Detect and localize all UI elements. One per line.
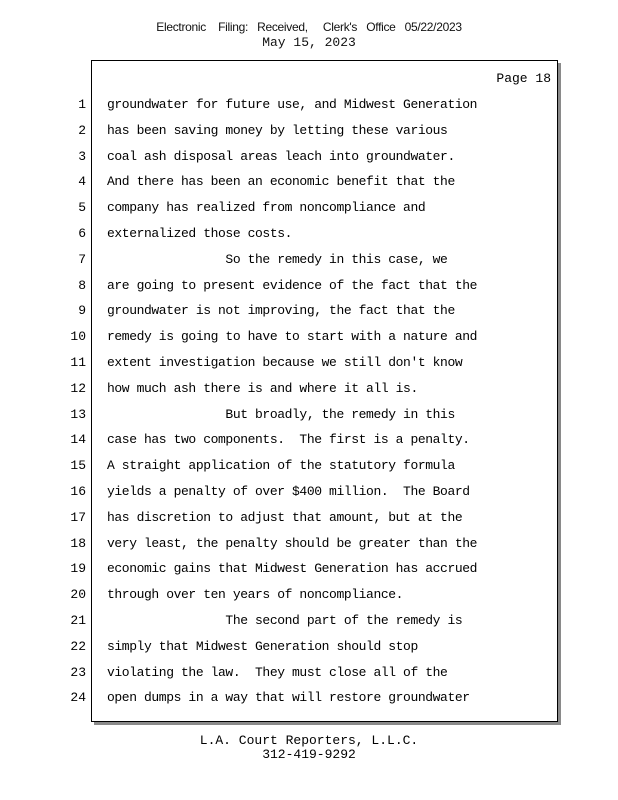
transcript-line: yields a penalty of over $400 million. The Board bbox=[107, 483, 470, 499]
transcript-line: has discretion to adjust that amount, but at the bbox=[107, 509, 463, 525]
line-number: 7 bbox=[78, 251, 86, 267]
reporter-company: L.A. Court Reporters, L.L.C. bbox=[199, 733, 419, 748]
line-number: 11 bbox=[70, 354, 86, 370]
transcript-line: externalized those costs. bbox=[107, 225, 293, 241]
line-number: 5 bbox=[78, 200, 86, 216]
line-number: 13 bbox=[70, 406, 86, 422]
line-number: 3 bbox=[78, 148, 86, 164]
transcript-line: remedy is going to have to start with a nature and bbox=[107, 329, 478, 345]
transcript-line: So the remedy in this case, we bbox=[107, 251, 448, 267]
transcript-line: But broadly, the remedy in this bbox=[107, 406, 455, 422]
transcript-line: groundwater for future use, and Midwest Generation bbox=[107, 97, 478, 112]
line-number-column bbox=[62, 92, 86, 711]
line-number: 20 bbox=[70, 587, 86, 603]
transcript-line: company has realized from noncompliance and bbox=[107, 200, 426, 216]
transcript-line: extent investigation because we still don't know bbox=[107, 354, 463, 370]
line-number: 16 bbox=[70, 483, 86, 499]
transcript-line: groundwater is not improving, the fact that the bbox=[107, 303, 455, 319]
transcript-line: very least, the penalty should be greater than the bbox=[107, 535, 478, 551]
transcript-line: coal ash disposal areas leach into groundwater. bbox=[107, 148, 455, 164]
line-number: 24 bbox=[70, 690, 86, 706]
line-number: 10 bbox=[70, 329, 86, 345]
line-number: 15 bbox=[70, 458, 86, 474]
line-number: 8 bbox=[78, 277, 86, 293]
transcript-line: economic gains that Midwest Generation has accrued bbox=[107, 561, 478, 577]
reporter-phone: 312-419-9292 bbox=[262, 747, 356, 762]
page-number: Page 18 bbox=[496, 71, 551, 86]
transcript-line: violating the law. They must close all of the bbox=[107, 664, 448, 680]
line-number: 21 bbox=[70, 612, 86, 628]
line-number: 12 bbox=[70, 380, 86, 396]
line-number: 14 bbox=[70, 432, 86, 448]
transcript-text bbox=[107, 92, 552, 711]
line-number: 19 bbox=[70, 561, 86, 577]
transcript-line: And there has been an economic benefit that the bbox=[107, 174, 455, 190]
line-number: 2 bbox=[78, 122, 86, 138]
line-number: 6 bbox=[78, 225, 86, 241]
transcript-line: how much ash there is and where it all is. bbox=[107, 380, 418, 396]
transcript-line: A straight application of the statutory formula bbox=[107, 458, 455, 474]
line-number: 22 bbox=[70, 638, 86, 654]
line-number: 4 bbox=[78, 174, 86, 190]
line-number: 1 bbox=[78, 97, 86, 112]
line-number: 9 bbox=[78, 303, 86, 319]
transcript-line: The second part of the remedy is bbox=[107, 612, 463, 628]
line-number: 23 bbox=[70, 664, 86, 680]
transcript-line: simply that Midwest Generation should stop bbox=[107, 638, 418, 654]
transcript-line: through over ten years of noncompliance. bbox=[107, 587, 404, 603]
transcript-line: open dumps in a way that will restore groundwater bbox=[107, 690, 470, 706]
line-number: 18 bbox=[70, 535, 86, 551]
transcript-date: May 15, 2023 bbox=[262, 35, 356, 50]
transcript-line: are going to present evidence of the fact that the bbox=[107, 277, 478, 293]
transcript-line: has been saving money by letting these various bbox=[107, 122, 448, 138]
filing-stamp: Electronic Filing: Received, Clerk's Office 05/22/2023 bbox=[156, 20, 462, 34]
line-number: 17 bbox=[70, 509, 86, 525]
transcript-line: case has two components. The first is a penalty. bbox=[107, 432, 470, 448]
